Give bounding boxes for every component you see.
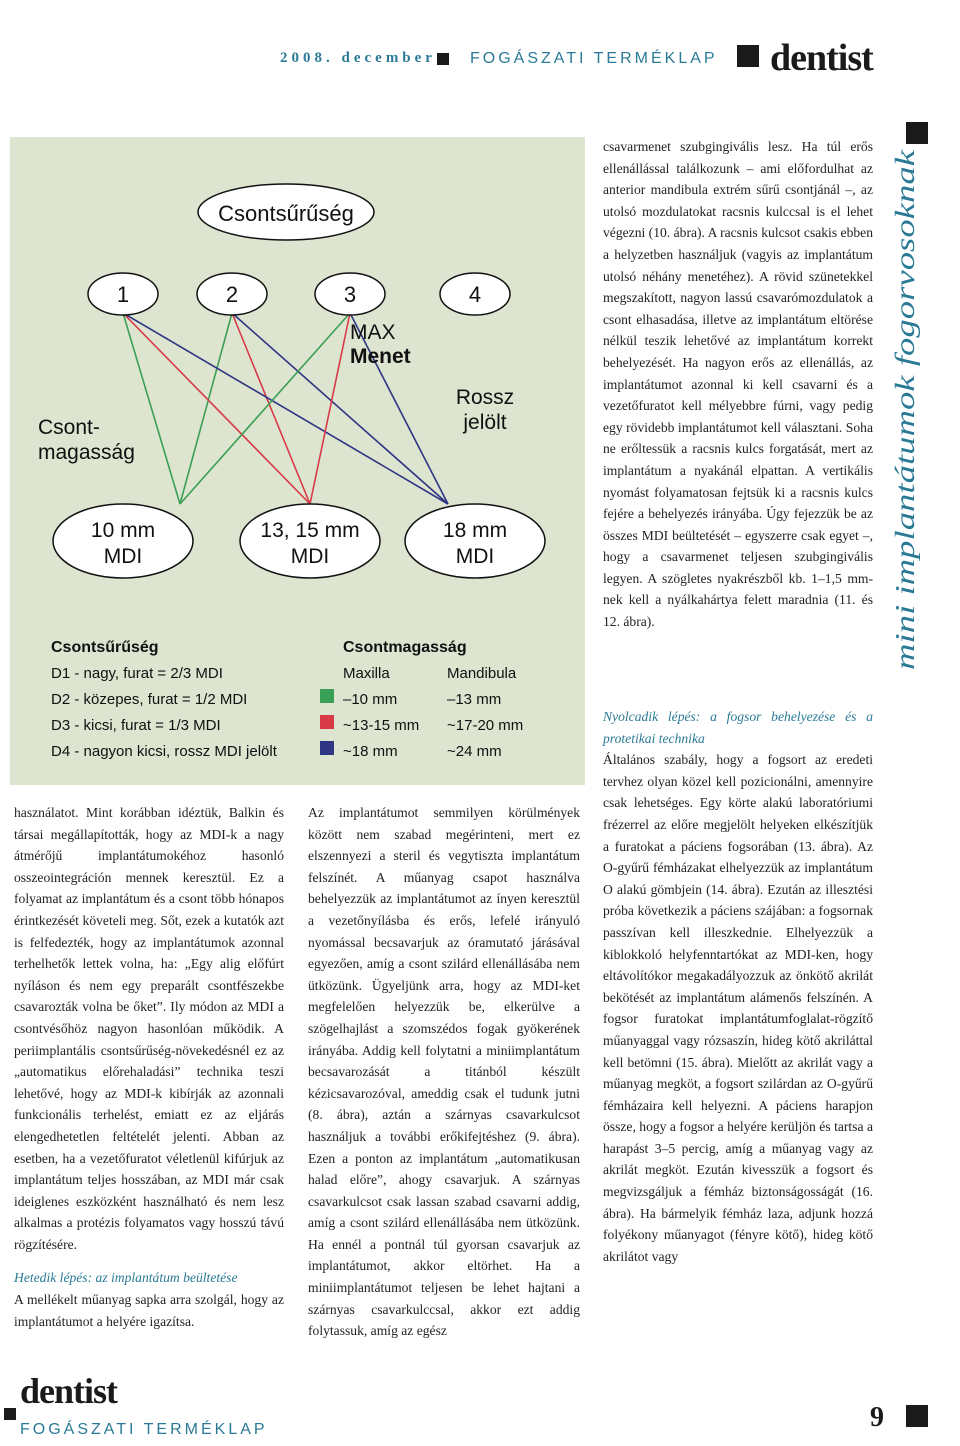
height-legend-maxilla-value: ~13-15 mm [343,717,420,734]
page-number: 9 [870,1402,884,1433]
side-vertical-title [878,140,928,680]
height-legend-mandibula-value: ~17-20 mm [447,717,524,734]
article-column-3-bottom [603,706,873,1267]
density-legend-heading: Csontsűrűség [51,639,159,656]
header-square-bullet [437,53,449,65]
paragraph: Általános szabály, hogy a fogsort az eredeti tervhez olyan közel kell pozicionálni, amennyire csak lehetséges. Egy körte alakú laboratóriumi frézerrel az előre megjelölt helyeken elkészítjük a furatokat a páciens fogsorában (13. ábra). Az O-gyűrű fémházakat elhelyezzük az implantátum O alakú gömbjein (14. ábra). Ezután az illesztési próba következik a páciens szájában: a fogsornak passzívan kell illeszkednie. Elhelyezzük a kiblokkoló helyfenntartókat az MDI-ken, hogy eltávolítókor megakadályozzuk az önkötő akrilát bekötését az implantátum alámenős felszínén. A fogsor furatokat implantátumfoglalat-rögzítő műanyaggal vagy rózsaszín, hideg kötő akriláttal kell betömni (15. ábra). Mielőtt az akrilát vagy a műanyag megköt, a fogsort szilárdan az O-gyűrű fémházaira kell helyezni. A páciens harapjon össze, hogy a fogsor a helyére kerüljön és tartsa a harapást 3–5 percig, amíg a műanyag vagy az akrilát megköt. Ezután kivesszük a fogsort és megvizsgáljuk a fémház biztonságosságát (16. ábra). Ha bármelyik fémház laza, adjunk hozzá folyékony műanyagot (fényre kötő), hideg kötő akrilátot vagy [603,752,873,1264]
line-red-3-13mm [310,313,350,504]
height-legend-maxilla-value: ~18 mm [343,743,398,760]
header-brand-logo: dentist [770,37,873,79]
density-legend-item: D1 - nagy, furat = 2/3 MDI [51,665,223,682]
rossz-jelolt-line2: jelölt [463,411,507,434]
header-brand-square [737,45,759,67]
height-legend-col-maxilla: Maxilla [343,665,390,682]
header-magazine-name: FOGÁSZATI TERMÉKLAP [470,50,718,67]
footer-square-bullet [4,1408,16,1420]
legend-swatch-green [320,689,334,703]
density-legend-item: D2 - közepes, furat = 1/2 MDI [51,691,248,708]
implant-label-10mm-2: MDI [103,545,143,568]
line-red-2-13mm [232,313,310,504]
rossz-jelolt-line1: Rossz [455,386,515,409]
diagram-graphic [10,137,585,785]
height-legend-mandibula-value: –13 mm [447,691,502,708]
implant-label-10mm-1: 10 mm [90,519,156,542]
diagram-title: Csontsűrűség [218,201,354,226]
footer-magazine-name: FOGÁSZATI TERMÉKLAP [20,1421,268,1438]
height-legend-mandibula-value: ~24 mm [447,743,502,760]
article-column-1 [14,802,284,1332]
header-date: 2008. december [280,50,436,66]
implant-label-18mm-1: 18 mm [442,519,508,542]
article-column-3-top [603,136,873,633]
height-legend-col-mandibula: Mandibula [447,665,517,682]
bone-height-line2: magasság [38,441,135,464]
height-legend-heading: Csontmagasság [343,639,467,656]
implant-label-18mm-2: MDI [455,545,495,568]
density-label-3: 3 [343,282,357,307]
density-legend-item: D3 - kicsi, furat = 1/3 MDI [51,717,221,734]
step-heading-7: Hetedik lépés: az implantátum beültetése [14,1270,238,1286]
height-legend-maxilla-value: –10 mm [343,691,398,708]
density-label-1: 1 [116,282,130,307]
step-heading-8: Nyolcadik lépés: a fogsor behelyezése és a protetikai technika [603,709,873,746]
max-menet-line2: Menet [350,345,411,368]
density-label-2: 2 [225,282,239,307]
side-title-text: mini implantátumok fogorvosoknak [890,287,920,670]
footer-brand-logo: dentist [20,1371,118,1411]
bone-density-diagram [10,137,585,785]
legend-swatch-red [320,715,334,729]
density-legend-item: D4 - nagyon kicsi, rossz MDI jelölt [51,743,277,760]
implant-label-13mm-2: MDI [290,545,330,568]
article-column-2 [308,802,580,1342]
paragraph: csavarmenet szubgingivális lesz. Ha túl erős ellenállással találkozunk – ami előfordulhat az anterior mandibula extrém sűrű csontjánál –, az utolsó mozdulatokat racsnis kulccsal is el lehet végezni (10. ábra). A racsnis kulcsot csakis ebben a helyzetben használjuk (vagyis az implantátum utolsó néhány menetéhez). A rövid szünetekkel megszakított, nagyon lassú csavarómozdulatok a csont elhasadása, illetve az implantátum eltörése nélkül teszik lehetővé az implantátum korrekt behelyezését. Ha nagyon erős az ellenállás, az implantátumot azonnal ki kell csavarni és a vezetőfuratot kell mélyebbre fúrni, vagy pedig egy rövidebb implantátumot kell választani. Soha ne erőltessük a racsnis kulcs forgatását, mert az implantátum a nyakánál elpattan. A vertikális nyomást folyamatosan fejtsük ki a racsnis kulcs fejére a behelyezés irányába. Úgy fejezzük be az összes MDI beültetését – egyszerre csak egyet –, hogy a csavarmenet teljesen szubgingivális legyen. A szögletes nyakrészből kb. 1–1,5 mm-nek kell a nyálkahártya felett maradnia (11. és 12. ábra). [603,139,873,630]
paragraph: Az implantátumot semmilyen körülmények között nem szabad megérinteni, mert ez elszennyezi a steril és vegytiszta implantátum felszínét. A műanyag csapot használva behelyezzük az implantátumot az ínyen keresztül a vezetőnyílásba és erős, lefelé irányuló nyomással becsavarjuk az óramutató járásával egyezően, amíg a csont szilárd ellenállásába nem ütközünk. Ügyeljünk arra, hogy az MDI-ket megfelelően helyezzük be, elkerülve a szögelhajlást a szomszédos fogak gyökerének irányába. Addig kell folytatni a miniimplantátum becsavarozását a titánból készült kézicsavarozóval, ameddig csak el tudunk jutni (8. ábra), aztán a szárnyas csavarkulcsot használjuk a további erőkifejtéshez (9. ábra). Ezen a ponton az implantátum „automatikusan halad előre”, ahogy csavarjuk. A szárnyas csavarkulcsot csak lassan szabad csavarni addig, amíg a csont szilárd ellenállásába nem ütközünk. Ha ennél a pontnál túl gyorsan csavarjuk az implantátumot, akkor eltörhet. Ha a miniimplantátumot teljesen be lehet hajtani a szárnyas csavarkulccsal, akkor ezt addig folytassuk, amíg az egész [308,805,580,1339]
implant-label-13mm-1: 13, 15 mm [260,519,360,542]
legend-swatch-navy [320,741,334,755]
density-label-4: 4 [468,282,482,307]
footer-page-square [906,1405,928,1427]
paragraph: A mellékelt műanyag sapka arra szolgál, hogy az implantátumot a helyére igazítsa. [14,1292,284,1329]
paragraph: használatot. Mint korábban idéztük, Balkin és társai megállapították, hogy az MDI-k a nagy átmérőjű implantátumokéhoz hasonló osszeointegráción mennek keresztül. Ez a folyamat az implantátum és a csont több hónapos érintkezését követeli meg. Sőt, ezek a kutatók azt is felfedezték, hogy az implantátumok azonnal terhelhetők lettek volna, ha: „Egy alig előfúrt nyíláson és nem egy preparált csontfészekbe csavarozták volna be őket”. Ily módon az MDI a csontvésőhöz nagyon hasonlóan működik. A periimplantális csontsűrűség-növekedésnél ez az „automatikus előrehaladási” technika teszi lehetővé, hogy az MDI-k kibírják az azonnali funkcionális terhelést, emiatt ez az eljárás elengedhetetlen feltételét jelenti. Abban az esetben, ha a vezetőfuratot véletlenül kifúrjuk az implantátum teljes hosszában, az MDI már csak ideiglenes eszközként használható és nem lesz alkalmas a protézis folyamatos vagy hosszú távú rögzítésére. [14,805,284,1252]
max-menet-line1: MAX [350,321,396,344]
bone-height-line1: Csont- [38,416,100,439]
